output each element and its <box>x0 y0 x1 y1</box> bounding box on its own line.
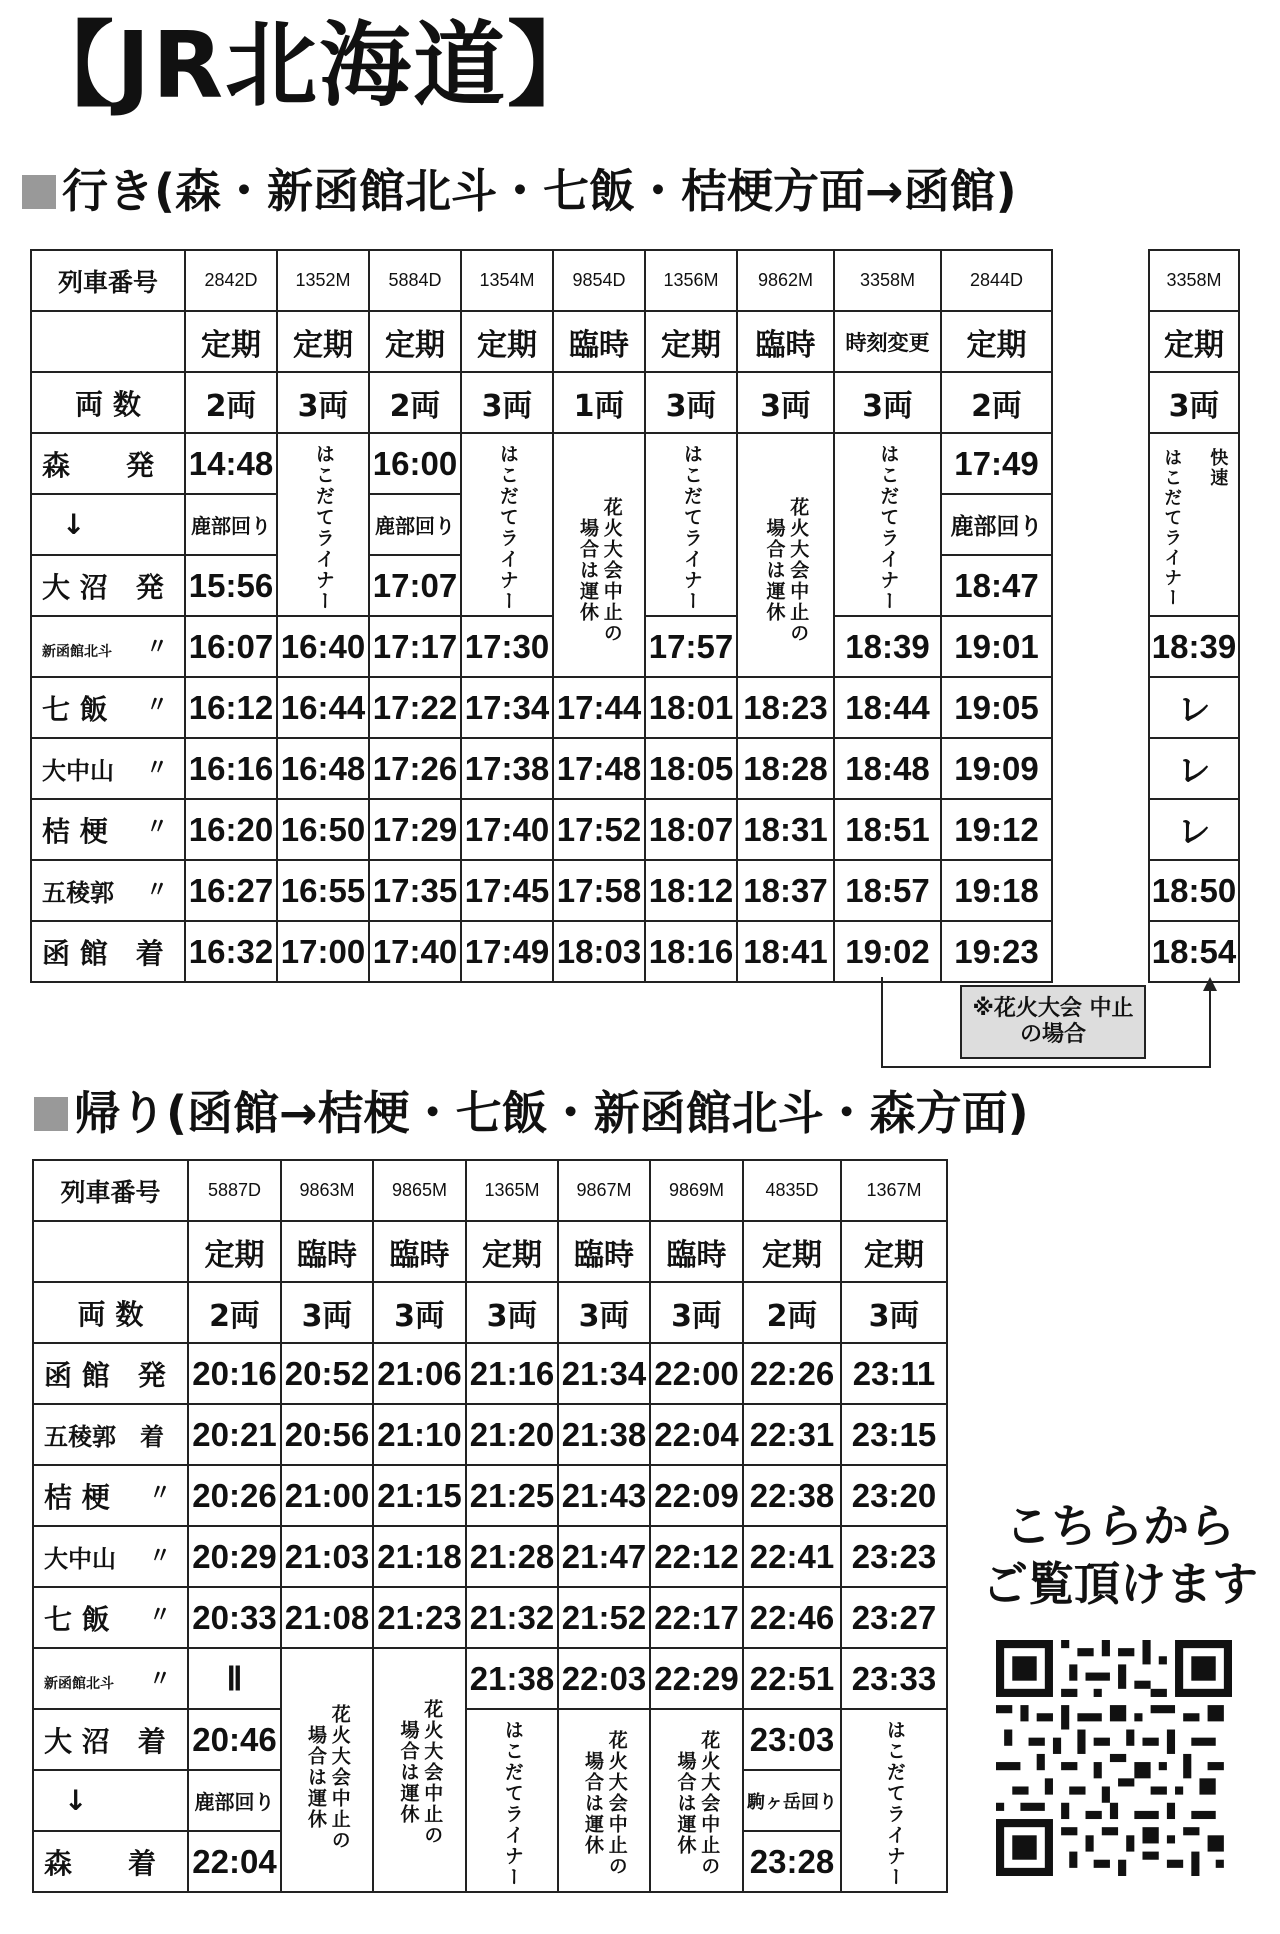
liner-note-cell <box>834 433 941 616</box>
page-title: 【JR北海道】 <box>22 12 602 119</box>
time-cell: 17:44 <box>553 677 645 738</box>
station-name: 大 沼 発 <box>31 555 185 616</box>
station-row-kikyo <box>31 799 1052 860</box>
time-cell: 17:48 <box>553 738 645 799</box>
qr-caption <box>970 1498 1270 1613</box>
station-row-nanae <box>31 677 1052 738</box>
time-cell: 21:00 <box>281 1465 373 1526</box>
callout-box <box>960 985 1146 1059</box>
time-cell: 20:52 <box>281 1343 373 1404</box>
station-name: 七 飯 〃 <box>33 1587 188 1648</box>
time-cell: 17:07 <box>369 555 461 616</box>
time-cell: 19:09 <box>941 738 1052 799</box>
square-bullet-icon <box>34 1097 68 1131</box>
cancel-note: 花火大会中止の場合は運休 <box>397 1698 444 1846</box>
inbound-timetable <box>32 1159 948 1893</box>
time-cell: 23:03 <box>743 1709 841 1770</box>
row-header: 両 数 <box>31 372 185 433</box>
time-cell: 16:55 <box>277 860 369 921</box>
inbound-heading <box>34 1086 1029 1140</box>
liner-note-cell <box>466 1709 558 1892</box>
time-cell: 17:34 <box>461 677 553 738</box>
car-count: 3両 <box>281 1282 373 1343</box>
time-cell: 18:39 <box>1149 616 1239 677</box>
car-count: 3両 <box>737 372 834 433</box>
time-cell: 21:08 <box>281 1587 373 1648</box>
liner-note: はこだてライナー <box>496 443 519 612</box>
time-cell: 18:54 <box>1149 921 1239 982</box>
time-cell: 18:23 <box>737 677 834 738</box>
car-count: 3両 <box>645 372 737 433</box>
train-number: 1356M <box>645 250 737 311</box>
station-row-kikyo <box>33 1465 947 1526</box>
time-cell: 23:28 <box>743 1831 841 1892</box>
row-header <box>33 1221 188 1282</box>
time-cell: 23:15 <box>841 1404 947 1465</box>
train-type: 臨時 <box>553 311 645 372</box>
train-type: 定期 <box>941 311 1052 372</box>
time-cell: 20:26 <box>188 1465 281 1526</box>
station-name: 函 館 着 <box>31 921 185 982</box>
liner-note-cell <box>841 1709 947 1892</box>
time-cell: 19:12 <box>941 799 1052 860</box>
time-cell: 23:11 <box>841 1343 947 1404</box>
time-cell: 18:37 <box>737 860 834 921</box>
route-note: 鹿部回り <box>188 1770 281 1831</box>
time-cell: 18:47 <box>941 555 1052 616</box>
time-cell: 22:41 <box>743 1526 841 1587</box>
train-number: 2844D <box>941 250 1052 311</box>
train-number: 9854D <box>553 250 645 311</box>
time-cell: 21:03 <box>281 1526 373 1587</box>
rapid-label: 快速 <box>1207 447 1229 488</box>
time-cell: 20:56 <box>281 1404 373 1465</box>
square-bullet-icon <box>22 175 56 209</box>
time-cell: 21:23 <box>373 1587 466 1648</box>
route-note: 鹿部回り <box>369 494 461 555</box>
time-cell: 18:48 <box>834 738 941 799</box>
station-row-hakodate <box>31 921 1052 982</box>
train-type: 臨時 <box>281 1221 373 1282</box>
time-cell: 21:28 <box>466 1526 558 1587</box>
qr-caption-line1: こちらから <box>1005 1499 1235 1553</box>
train-type: 定期 <box>645 311 737 372</box>
time-cell: 21:06 <box>373 1343 466 1404</box>
train-type-row <box>31 311 1052 372</box>
time-cell: 22:03 <box>558 1648 650 1709</box>
train-type: 臨時 <box>558 1221 650 1282</box>
time-cell: 19:05 <box>941 677 1052 738</box>
time-cell: 18:41 <box>737 921 834 982</box>
train-number: 9865M <box>373 1160 466 1221</box>
time-cell: 21:16 <box>466 1343 558 1404</box>
train-type: 定期 <box>1149 311 1239 372</box>
train-number: 5884D <box>369 250 461 311</box>
time-cell: 18:07 <box>645 799 737 860</box>
time-cell: 18:16 <box>645 921 737 982</box>
time-cell: 18:01 <box>645 677 737 738</box>
qr-caption-line2: ご覧頂けます <box>982 1556 1258 1611</box>
cancel-note: 花火大会中止の場合は運休 <box>577 496 623 644</box>
time-cell: 19:23 <box>941 921 1052 982</box>
train-number-row <box>31 250 1052 311</box>
liner-note: はこだてライナー <box>680 443 703 612</box>
time-cell: 18:28 <box>737 738 834 799</box>
time-cell: 16:50 <box>277 799 369 860</box>
time-cell: 17:49 <box>941 433 1052 494</box>
time-cell: 22:00 <box>650 1343 743 1404</box>
time-cell: 18:03 <box>553 921 645 982</box>
rapid-liner-note-cell <box>1149 433 1239 616</box>
train-number: 9869M <box>650 1160 743 1221</box>
time-cell: 19:02 <box>834 921 941 982</box>
time-cell: 16:12 <box>185 677 277 738</box>
cancel-note-cell <box>373 1648 466 1892</box>
train-type: 定期 <box>369 311 461 372</box>
time-cell: 16:32 <box>185 921 277 982</box>
time-cell: 21:38 <box>558 1404 650 1465</box>
train-type: 定期 <box>185 311 277 372</box>
time-cell: 18:51 <box>834 799 941 860</box>
time-cell: 17:40 <box>369 921 461 982</box>
outbound-timetable <box>30 249 1053 983</box>
station-row-shin-hakodate-hokuto <box>31 616 1052 677</box>
time-cell: 16:44 <box>277 677 369 738</box>
time-cell: 18:31 <box>737 799 834 860</box>
train-type: 臨時 <box>373 1221 466 1282</box>
train-number: 1365M <box>466 1160 558 1221</box>
time-cell: 19:18 <box>941 860 1052 921</box>
train-number: 2842D <box>185 250 277 311</box>
station-name: 森 着 <box>33 1831 188 1892</box>
time-cell: 16:40 <box>277 616 369 677</box>
cancel-note-cell <box>281 1648 373 1892</box>
time-cell: 18:57 <box>834 860 941 921</box>
time-cell: 20:29 <box>188 1526 281 1587</box>
time-cell: 16:20 <box>185 799 277 860</box>
liner-note: はこだてライナー <box>877 443 900 612</box>
time-cell: 17:45 <box>461 860 553 921</box>
time-cell: 22:26 <box>743 1343 841 1404</box>
time-cell: 22:46 <box>743 1587 841 1648</box>
time-cell: 21:43 <box>558 1465 650 1526</box>
time-cell: 17:26 <box>369 738 461 799</box>
time-cell: 15:56 <box>185 555 277 616</box>
time-cell: 18:05 <box>645 738 737 799</box>
route-note: 鹿部回り <box>185 494 277 555</box>
time-cell: 18:12 <box>645 860 737 921</box>
time-cell: 17:57 <box>645 616 737 677</box>
time-cell: 22:29 <box>650 1648 743 1709</box>
time-cell: 17:17 <box>369 616 461 677</box>
arrow-up-icon <box>1203 977 1217 991</box>
station-row-shin-hakodate-hokuto <box>33 1648 947 1709</box>
station-name: 大 沼 着 <box>33 1709 188 1770</box>
station-name: 函 館 発 <box>33 1343 188 1404</box>
pass-mark: レ <box>1149 738 1239 799</box>
time-cell: 23:27 <box>841 1587 947 1648</box>
cancel-note: 花火大会中止の場合は運休 <box>305 1703 351 1851</box>
time-cell: 23:33 <box>841 1648 947 1709</box>
time-cell: 22:04 <box>188 1831 281 1892</box>
time-cell: 21:38 <box>466 1648 558 1709</box>
car-count: 2両 <box>743 1282 841 1343</box>
station-row-onakayama <box>31 738 1052 799</box>
time-cell: 21:10 <box>373 1404 466 1465</box>
car-count: 3両 <box>277 372 369 433</box>
time-cell: 14:48 <box>185 433 277 494</box>
liner-note: はこだてライナー <box>501 1719 524 1888</box>
station-name: 新函館北斗 〃 <box>33 1648 188 1709</box>
alternate-train-column <box>1148 249 1240 983</box>
train-number: 4835D <box>743 1160 841 1221</box>
row-header: 列車番号 <box>33 1160 188 1221</box>
train-number: 3358M <box>834 250 941 311</box>
time-cell: 21:15 <box>373 1465 466 1526</box>
time-cell: 20:33 <box>188 1587 281 1648</box>
time-cell: 22:51 <box>743 1648 841 1709</box>
train-number: 9862M <box>737 250 834 311</box>
time-cell: 17:30 <box>461 616 553 677</box>
time-cell: 21:32 <box>466 1587 558 1648</box>
inbound-heading-text: 帰り(函館→桔梗・七飯・新函館北斗・森方面) <box>74 1086 1029 1140</box>
car-count: 3両 <box>841 1282 947 1343</box>
car-count: 2両 <box>941 372 1052 433</box>
time-cell: 16:16 <box>185 738 277 799</box>
time-cell: 21:20 <box>466 1404 558 1465</box>
cancel-note-cell <box>558 1709 650 1892</box>
time-cell: 20:46 <box>188 1709 281 1770</box>
cancel-note-cell <box>737 433 834 677</box>
qr-code-icon[interactable] <box>996 1640 1232 1876</box>
time-cell: 20:16 <box>188 1343 281 1404</box>
time-cell: 22:04 <box>650 1404 743 1465</box>
car-count: 3両 <box>834 372 941 433</box>
cancel-note: 花火大会中止の場合は運休 <box>674 1730 721 1877</box>
time-cell: 21:34 <box>558 1343 650 1404</box>
time-cell: 17:52 <box>553 799 645 860</box>
arrow-down-icon: ↓ <box>31 494 185 555</box>
train-type: 臨時 <box>650 1221 743 1282</box>
car-count: 2両 <box>369 372 461 433</box>
time-cell: 16:00 <box>369 433 461 494</box>
station-name: 新函館北斗 〃 <box>31 616 185 677</box>
time-cell: 17:22 <box>369 677 461 738</box>
station-row-goryokaku <box>33 1404 947 1465</box>
train-type: 定期 <box>466 1221 558 1282</box>
outbound-heading-text: 行き(森・新函館北斗・七飯・桔梗方面→函館) <box>62 164 1017 218</box>
time-cell: 18:39 <box>834 616 941 677</box>
time-cell: 17:38 <box>461 738 553 799</box>
station-row-goryokaku <box>31 860 1052 921</box>
pass-mark: レ <box>1149 677 1239 738</box>
time-cell: 18:44 <box>834 677 941 738</box>
liner-note-cell <box>461 433 553 616</box>
train-number: 1354M <box>461 250 553 311</box>
route-note: 駒ヶ岳回り <box>743 1770 841 1831</box>
train-number: 5887D <box>188 1160 281 1221</box>
cancel-note: 花火大会中止の場合は運休 <box>582 1730 628 1877</box>
cancel-note-cell <box>553 433 645 677</box>
time-cell: 16:07 <box>185 616 277 677</box>
cancel-note: 花火大会中止の場合は運休 <box>763 496 810 644</box>
train-type: 定期 <box>188 1221 281 1282</box>
time-cell: 17:35 <box>369 860 461 921</box>
train-number: 3358M <box>1149 250 1239 311</box>
callout-text: ※花火大会 中止の場合 <box>972 995 1134 1047</box>
station-row-nanae <box>33 1587 947 1648</box>
time-cell: 17:40 <box>461 799 553 860</box>
liner-note: はこだてライナー <box>883 1719 906 1888</box>
time-cell: 17:58 <box>553 860 645 921</box>
car-count: 3両 <box>558 1282 650 1343</box>
time-cell: 18:50 <box>1149 860 1239 921</box>
cars-row <box>31 372 1052 433</box>
train-type: 臨時 <box>737 311 834 372</box>
time-cell: 23:23 <box>841 1526 947 1587</box>
station-name: 森 発 <box>31 433 185 494</box>
outbound-heading <box>22 164 1017 218</box>
time-cell: 22:31 <box>743 1404 841 1465</box>
station-row-onuma <box>33 1709 947 1770</box>
train-type: 定期 <box>841 1221 947 1282</box>
pass-mark: レ <box>1149 799 1239 860</box>
train-number: 9863M <box>281 1160 373 1221</box>
liner-note-cell <box>645 433 737 616</box>
station-name: 大中山 〃 <box>31 738 185 799</box>
train-number: 9867M <box>558 1160 650 1221</box>
train-type: 時刻変更 <box>834 311 941 372</box>
liner-note-cell <box>277 433 369 616</box>
time-cell: 22:17 <box>650 1587 743 1648</box>
time-cell: 21:47 <box>558 1526 650 1587</box>
time-cell: 23:20 <box>841 1465 947 1526</box>
time-cell: 16:48 <box>277 738 369 799</box>
liner-note: はこだてライナー <box>312 443 335 612</box>
car-count: 1両 <box>553 372 645 433</box>
liner-note: はこだてライナー <box>1161 447 1183 608</box>
station-name: 五稜郭 着 <box>33 1404 188 1465</box>
time-cell: 22:12 <box>650 1526 743 1587</box>
row-header <box>31 311 185 372</box>
time-cell: 22:38 <box>743 1465 841 1526</box>
station-name: 桔 梗 〃 <box>33 1465 188 1526</box>
time-cell: 20:21 <box>188 1404 281 1465</box>
arrow-down-icon: ↓ <box>33 1770 188 1831</box>
car-count: 3両 <box>1149 372 1239 433</box>
time-cell: 17:29 <box>369 799 461 860</box>
station-name: 大中山 〃 <box>33 1526 188 1587</box>
row-header: 列車番号 <box>31 250 185 311</box>
station-row-onakayama <box>33 1526 947 1587</box>
time-cell: 16:27 <box>185 860 277 921</box>
time-cell: 22:09 <box>650 1465 743 1526</box>
station-name: 七 飯 〃 <box>31 677 185 738</box>
car-count: 2両 <box>185 372 277 433</box>
car-count: 3両 <box>466 1282 558 1343</box>
time-cell: 17:00 <box>277 921 369 982</box>
train-type: 定期 <box>277 311 369 372</box>
time-cell: 21:18 <box>373 1526 466 1587</box>
route-note: 鹿部回り <box>941 494 1052 555</box>
car-count: 2両 <box>188 1282 281 1343</box>
car-count: 3両 <box>373 1282 466 1343</box>
train-type: 定期 <box>461 311 553 372</box>
station-row-mori <box>31 433 1052 494</box>
car-count: 3両 <box>461 372 553 433</box>
time-cell: 21:25 <box>466 1465 558 1526</box>
cancel-note-cell <box>650 1709 743 1892</box>
station-name: 桔 梗 〃 <box>31 799 185 860</box>
train-number: 1367M <box>841 1160 947 1221</box>
time-cell: 21:52 <box>558 1587 650 1648</box>
train-number: 1352M <box>277 250 369 311</box>
station-row-hakodate <box>33 1343 947 1404</box>
train-type: 定期 <box>743 1221 841 1282</box>
row-header: 両 数 <box>33 1282 188 1343</box>
time-cell: 19:01 <box>941 616 1052 677</box>
car-count: 3両 <box>650 1282 743 1343</box>
time-cell: 17:49 <box>461 921 553 982</box>
pass-mark: Ⅱ <box>188 1648 281 1709</box>
station-name: 五稜郭 〃 <box>31 860 185 921</box>
